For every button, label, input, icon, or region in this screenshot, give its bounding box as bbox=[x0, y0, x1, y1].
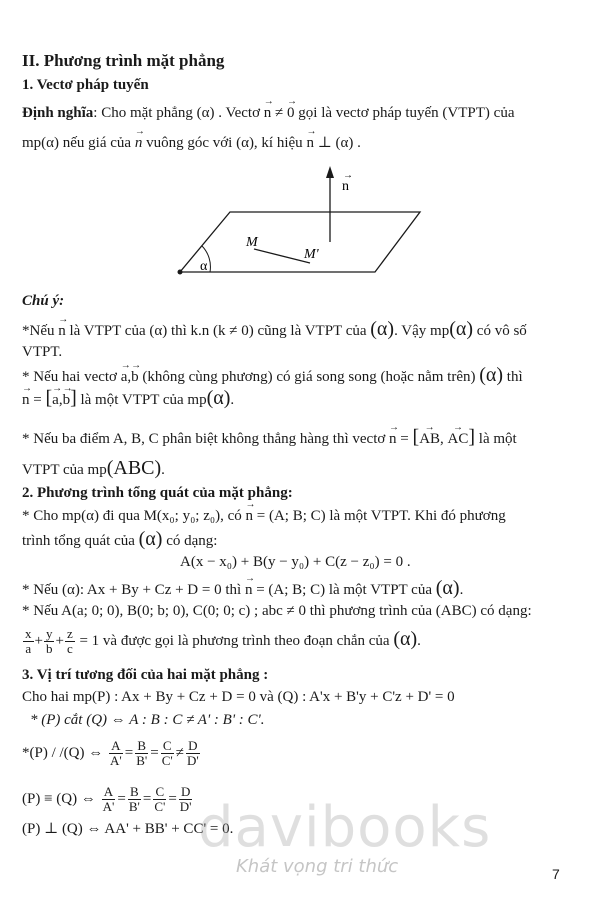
note-3-line-2: VTPT của mp(ABC). bbox=[22, 457, 165, 479]
relative-position-line-1: Cho hai mp(P) : Ax + By + Cz + D = 0 và (Q) : A'x + B'y + C'z + D' = 0 bbox=[22, 689, 455, 705]
note-3-line-1: * Nếu ba điểm A, B, C phân biệt không thẳng hàng thì vectơ → n = [→ AB, → AC] là một bbox=[22, 428, 517, 448]
normal-vector-label: n bbox=[342, 179, 349, 194]
subsection-title-1: 1. Vectơ pháp tuyến bbox=[22, 77, 149, 93]
general-eq-line-3: * Nếu (α): Ax + By + Cz + D = 0 thì → n = (A; B; C) là một VTPT của (α). bbox=[22, 579, 463, 599]
watermark-logo: davibooks bbox=[198, 795, 492, 860]
watermark-slogan: Khát vọng tri thức bbox=[236, 856, 399, 877]
plane-normal-figure bbox=[170, 160, 430, 280]
note-2-line-1: * Nếu hai vectơ → a,→ b (không cùng phương) có giá song song (hoặc nằm trên) (α) thì bbox=[22, 366, 523, 386]
relative-position-line-2: * (P) cắt (Q) ⇔ A : B : C ≠ A' : B' : C'. bbox=[30, 712, 265, 728]
definition-line-1: Định nghĩa: Cho mặt phẳng (α) . Vectơ → n ≠ → 0 gọi là vectơ pháp tuyến (VTPT) của bbox=[22, 104, 514, 122]
page-number: 7 bbox=[552, 866, 560, 882]
definition-label: Định nghĩa bbox=[22, 105, 94, 121]
perpendicular-condition: (P) ⊥ (Q) ⇔ AA' + BB' + CC' = 0. bbox=[22, 821, 234, 837]
subsection-title-2: 2. Phương trình tổng quát của mặt phẳng: bbox=[22, 485, 293, 501]
subsection-title-3: 3. Vị trí tương đối của hai mặt phẳng : bbox=[22, 667, 269, 683]
coincide-condition: (P) ≡ (Q) ⇔ $\frac{A}{A'}$ = $\frac{B}{B'}$ = $\frac{C}{C'}$ = $\frac{D}{D'}$ bbox=[22, 784, 192, 814]
note-1-line-1: *Nếu → n là VTPT của (α) thì k.n (k ≠ 0) cũng là VTPT của (α). Vậy mp(α) có vô số bbox=[22, 320, 527, 340]
general-eq-line-2: trình tổng quát của (α) có dạng: bbox=[22, 528, 218, 550]
general-eq-line-4: * Nếu A(a; 0; 0), B(0; b; 0), C(0; 0; c) ; abc ≠ 0 thì phương trình của (ABC) có dạng: bbox=[22, 603, 532, 619]
segment-mm bbox=[254, 249, 310, 263]
normal-vector-arrowhead bbox=[326, 166, 334, 178]
note-2-line-2: → n = [→ a,→ b] là một VTPT của mp(α). bbox=[22, 389, 234, 409]
general-equation: A(x − x₀) + B(y − y₀) + C(z − z₀) = 0 . bbox=[180, 554, 411, 570]
plane-corner-point bbox=[178, 270, 183, 275]
section-title: II. Phương trình mặt phẳng bbox=[22, 51, 225, 70]
angle-alpha-label: α bbox=[200, 259, 208, 274]
note-heading: Chú ý: bbox=[22, 293, 65, 309]
point-m-prime-label: M' bbox=[304, 247, 319, 262]
intercept-equation-line: $\frac{x}{a}$ + $\frac{y}{b}$ + $\frac{z}{c}$ = 1 và được gọi là phương trình theo đoạn chắn của (α). bbox=[25, 626, 421, 656]
point-m-label: M bbox=[246, 235, 258, 250]
plane-outline bbox=[180, 212, 420, 272]
general-eq-line-1: * Cho mp(α) đi qua M(x₀; y₀; z₀), có → n = (A; B; C) là một VTPT. Khi đó phương bbox=[22, 507, 506, 525]
vector-n: → n bbox=[264, 104, 272, 122]
parallel-condition: *(P) / /(Q) ⇔ $\frac{A}{A'}$ = $\frac{B}{B'}$ = $\frac{C}{C'}$ ≠ $\frac{D}{D'}$ bbox=[22, 738, 199, 768]
note-1-line-2: VTPT. bbox=[22, 344, 63, 360]
normal-vector-label-arrow: → bbox=[343, 170, 353, 181]
definition-line-2: mp(α) nếu giá của → n vuông góc với (α), kí hiệu → n ⊥ (α) . bbox=[22, 134, 361, 152]
